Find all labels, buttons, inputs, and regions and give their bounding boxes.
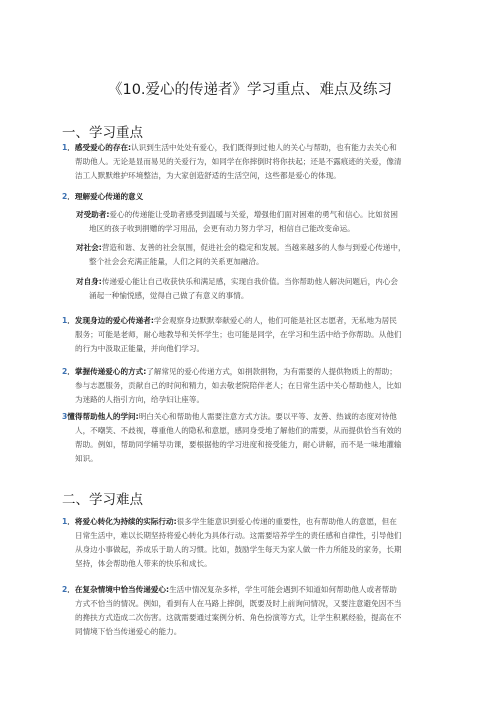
sub-lead: 对受助者: bbox=[76, 210, 110, 219]
paragraph-line: 帮助他人。无论是显而易见的关爱行为，如同学在你摔倒时将你扶起；还是不露痕迹的关爱，像清 bbox=[75, 157, 402, 166]
item-number: 1 bbox=[62, 143, 68, 152]
paragraph-line: 方式不恰当的情况。例如，看到有人在马路上摔倒，既要及时上前询问情况，又要注意避免因不当 bbox=[75, 599, 402, 608]
item-number: 2 bbox=[62, 367, 68, 376]
sub-point-recipient bbox=[76, 208, 438, 236]
section-heading-difficulties: 二、学习难点 bbox=[62, 492, 143, 508]
paragraph-line: 帮助。例如，帮助同学辅导功课，要根据他的学习进度和接受能力，耐心讲解，而不是一味地灌输 bbox=[75, 440, 402, 449]
difficulty-persistent-action bbox=[62, 515, 442, 571]
paragraph-line: 服务；可能是老师，耐心地教导和关怀学生；也可能是同学，在学习和生活中给予你帮助。从他们 bbox=[75, 330, 402, 339]
sub-text: 爱心的传递能让受助者感受到温暖与关爱，增强他们面对困难的勇气和信心。比如贫困 bbox=[109, 210, 398, 219]
sub-lead: 对社会: bbox=[76, 243, 102, 252]
paragraph-line bbox=[76, 275, 438, 289]
paragraph-line: 的行为中汲取正能量，并向他们学习。 bbox=[75, 344, 205, 353]
paragraph-line: 人，不嘲笑、不歧视，尊重他人的隐私和意愿，感同身受地了解他们的需要，从而提供恰当有效的 bbox=[75, 426, 402, 435]
paragraph-line: 洁工人默默维护环境整洁，为大家创造舒适的生活空间，这些都是爱心的体现。 bbox=[75, 171, 341, 180]
item-text: 认识到生活中处处有爱心，我们既得到过他人的关心与帮助，也有能力去关心和 bbox=[131, 143, 397, 152]
item-text: 生活中情况复杂多样，学生可能会遇到不知道如何帮助他人或者帮助 bbox=[169, 585, 397, 594]
paragraph-line: 为迷路的人指引方向，给孕妇让座等。 bbox=[75, 395, 205, 404]
sub-point-self bbox=[76, 275, 438, 303]
item-number: 1 bbox=[62, 316, 68, 325]
item-lead: ．将爱心转化为持续的实际行动: bbox=[67, 517, 177, 526]
sub-point-society bbox=[76, 241, 438, 269]
item-lead: ．理解爱心传递的意义 bbox=[67, 192, 144, 201]
item-text: 明白关心和帮助他人需要注意方式方法。要以平等、友善、热诚的态度对待他 bbox=[138, 412, 397, 421]
key-point-feel-love bbox=[62, 141, 442, 183]
item-lead: ．发现身边的爱心传递者: bbox=[67, 316, 154, 325]
section-heading-key-points: 一、学习重点 bbox=[62, 125, 143, 141]
paragraph-line: 知识。 bbox=[75, 454, 98, 463]
item-lead: ．在复杂情境中恰当传递爱心: bbox=[67, 585, 170, 594]
key-point-discover bbox=[62, 314, 442, 356]
paragraph-line: 日常生活中，难以长期坚持将爱心转化为具体行动。这需要培养学生的责任感和自律性，引导他们 bbox=[75, 531, 402, 540]
item-text: 了解常见的爱心传递方式，如捐款捐物，为有需要的人提供物质上的帮助； bbox=[146, 367, 397, 376]
paragraph-line: 涌起一种愉悦感，觉得自己做了有意义的事情。 bbox=[89, 291, 249, 300]
paragraph-line: 从身边小事做起，养成乐于助人的习惯。比如，鼓励学生每天为家人做一件力所能及的家务，长期 bbox=[75, 545, 402, 554]
paragraph-line bbox=[62, 314, 442, 328]
paragraph-line bbox=[76, 241, 438, 255]
paragraph-line: 同情境下恰当传递爱心的能力。 bbox=[75, 627, 182, 636]
key-point-meaning bbox=[62, 190, 442, 204]
paragraph-line bbox=[62, 515, 442, 529]
item-text: 学会观察身边默默奉献爱心的人，他们可能是社区志愿者，无私地为居民 bbox=[153, 316, 397, 325]
paragraph-line bbox=[62, 141, 442, 155]
key-point-methods bbox=[62, 365, 442, 407]
paragraph-line bbox=[62, 365, 442, 379]
sub-text: 营造和谐、友善的社会氛围，促进社会的稳定和发展。当越来越多的人参与到爱心传递中， bbox=[101, 243, 406, 252]
key-point-helping bbox=[62, 410, 442, 466]
item-lead: ．感受爱心的存在: bbox=[67, 143, 132, 152]
paragraph-line: 整个社会会充满正能量，人们之间的关系更加融洽。 bbox=[89, 257, 264, 266]
item-number: 2 bbox=[62, 585, 68, 594]
item-text: 很多学生能意识到爱心传递的重要性，也有帮助他人的意愿，但在 bbox=[176, 517, 397, 526]
paragraph-line bbox=[62, 190, 442, 204]
sub-lead: 对自身: bbox=[76, 277, 102, 286]
paragraph-line bbox=[76, 208, 438, 222]
paragraph-line bbox=[62, 410, 442, 424]
paragraph-line: 坚持，体会帮助他人带来的快乐和成长。 bbox=[75, 559, 212, 568]
item-lead: ．掌握传递爱心的方式: bbox=[67, 367, 147, 376]
paragraph-line: 地区的孩子收到捐赠的学习用品，会更有动力努力学习，相信自己能改变命运。 bbox=[89, 224, 355, 233]
difficulty-complex-situations bbox=[62, 583, 442, 639]
sub-text: 传递爱心能让自己收获快乐和满足感，实现自我价值。当你帮助他人解决问题后，内心会 bbox=[101, 277, 398, 286]
paragraph-line: 的搀扶方式造成二次伤害。这就需要通过案例分析、角色扮演等方式，让学生积累经验，提高在不 bbox=[75, 613, 402, 622]
item-lead: 懂得帮助他人的学问: bbox=[67, 412, 139, 421]
paragraph-line: 参与志愿服务，贡献自己的时间和精力，如去敬老院陪伴老人；在日常生活中关心帮助他人，比如 bbox=[75, 381, 402, 390]
item-number: 1 bbox=[62, 517, 68, 526]
item-number: 3 bbox=[62, 412, 68, 421]
paragraph-line bbox=[62, 583, 442, 597]
document-title: 《10.爱心的传递者》学习重点、难点及练习 bbox=[107, 82, 393, 98]
item-number: 2 bbox=[62, 192, 68, 201]
